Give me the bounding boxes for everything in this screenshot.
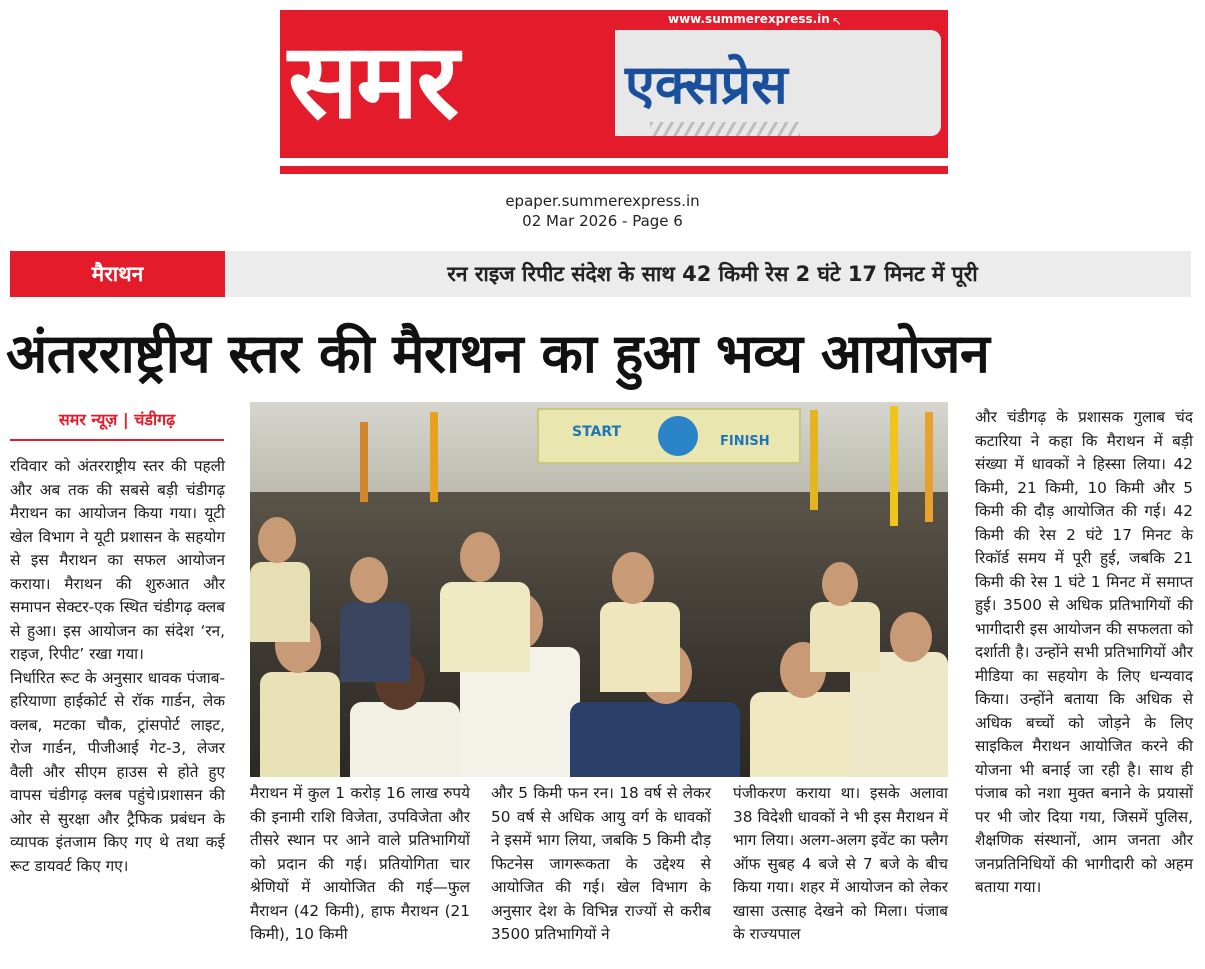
runner [822, 562, 858, 606]
runner [260, 672, 340, 777]
marathon-photo [250, 402, 948, 777]
paragraph: रविवार को अंतरराष्ट्रीय स्तर की पहली और अब तक की सबसे बड़ी चंडीगढ़ मैराथन का आयोजन किया गया। यूटी खेल विभाग ने यूटी प्रशासन के सहयोग से इस मैराथन का सफल आयोजन कराया। मैराथन की शुरुआत और समापन सेक्टर-एक स्थित चंडीगढ़ क्लब से हुआ। इस आयोजन का संदेश ‘रन, राइज, रिपीट’ रखा गया। [10, 457, 225, 663]
runner [600, 602, 680, 692]
runner [340, 602, 410, 682]
article-column-5 [975, 406, 1193, 900]
runner [460, 532, 500, 582]
masthead-title: समर [288, 20, 458, 142]
article-column-1 [10, 455, 225, 878]
edition-date-page: 02 Mar 2026 - Page 6 [522, 212, 683, 230]
paragraph: पंजीकरण कराया था। इसके अलावा 38 विदेशी धावकों ने भी इस मैराथन में भाग लिया। अलग-अलग इवेंट का फ्लैग ऑफ सुबह 4 बजे से 7 बजे के बीच किया गया। शहर में आयोजन को लेकर खासा उत्साह देखने को मिला। पंजाब के राज्यपाल [733, 784, 948, 943]
runner [612, 552, 654, 604]
article-column-4 [733, 782, 948, 947]
flag [810, 410, 818, 510]
epaper-site: epaper.summerexpress.in [505, 192, 700, 210]
paragraph: और 5 किमी फन रन। 18 वर्ष से लेकर 50 वर्ष से अधिक आयु वर्ग के धावकों ने इसमें भाग लिया, जबकि 5 किमी दौड़ फिटनेस जागरूकता के उद्देश्य से आयोजित की गई। खेल विभाग के अनुसार देश के विभिन्न राज्यों से करीब 3500 प्रतिभागियों ने [491, 784, 711, 943]
masthead-website: www.summerexpress.in [668, 12, 830, 26]
masthead-subtitle: एक्सप्रेस [625, 53, 788, 116]
subheadline: रन राइज रिपीट संदेश के साथ 42 किमी रेस 2 घंटे 17 मिनट में पूरी [447, 262, 978, 286]
flag [890, 406, 898, 526]
masthead-white-rule [280, 158, 948, 166]
paragraph: निर्धारित रूट के अनुसार धावक पंजाब-हरियाणा हाईकोर्ट से रॉक गार्डन, लेक क्लब, मटका चौक, ट्रांसपोर्ट लाइट, रोज गार्डन, पीजीआई गेट-3, लेजर वैली और सीएम हाउस से होते हुए वापस चंडीगढ़ क्लब पहुंचे।प्रशासन की ओर से सुरक्षा और ट्रैफिक प्रबंधन के व्यापक इंतजाम किए गए थे तथा कई रूट डायवर्ट किए गए। [10, 668, 225, 875]
runner [350, 702, 460, 777]
event-logo [658, 416, 698, 456]
byline: समर न्यूज़ | चंडीगढ़ [58, 410, 176, 429]
runner [810, 602, 880, 672]
article-column-2 [250, 782, 470, 947]
runner [440, 582, 530, 672]
runner [890, 612, 932, 662]
section-kicker: मैराथन [10, 251, 225, 297]
runner [350, 557, 388, 603]
runner [258, 517, 296, 563]
paragraph: मैराथन में कुल 1 करोड़ 16 लाख रुपये की इनामी राशि विजेता, उपविजेता और तीसरे स्थान पर आने वाले प्रतिभागियों को प्रदान की गई। प्रतियोगिता चार श्रेणियों में आयोजित की गई—फुल मैराथन (42 किमी), हाफ मैराथन (21 किमी), 10 किमी [250, 784, 470, 943]
flag [430, 412, 438, 502]
runner [570, 702, 740, 777]
flag [925, 412, 933, 522]
masthead-logo [280, 10, 948, 174]
runner [750, 692, 860, 777]
runner [250, 562, 310, 642]
masthead-stripes [650, 122, 800, 136]
banner-finish-text: FINISH [720, 434, 770, 449]
flag [360, 422, 368, 502]
headline: अंतरराष्ट्रीय स्तर की मैराथन का हुआ भव्य आयोजन [6, 322, 990, 385]
byline-rule [10, 439, 224, 441]
article-column-3 [491, 782, 711, 947]
banner-start-text: START [572, 424, 622, 440]
paragraph: और चंडीगढ़ के प्रशासक गुलाब चंद कटारिया ने कहा कि मैराथन में बड़ी संख्या में धावकों ने हिस्सा लिया। 42 किमी, 21 किमी, 10 किमी और 5 किमी की दौड़ आयोजित की गई। 42 किमी की रेस 2 घंटे 17 मिनट के रिकॉर्ड समय में पूरी हुई, जबकि 21 किमी की रेस 1 घंटे 1 मिनट में समाप्त हुई। 3500 से अधिक प्रतिभागियों की भागीदारी इस आयोजन की सफलता को दर्शाती है। उन्होंने सभी प्रतिभागियों और मीडिया का सहयोग के लिए धन्यवाद किया। उन्होंने बताया कि अधिक से अधिक बच्चों को जोड़ने के लिए साइकिल मैराथन आयोजित करने की योजना भी बनाई जा रही है। साथ ही पंजाब को नशा मुक्त बनाने के प्रयासों पर भी जोर दिया गया, जिसमें पुलिस, शैक्षणिक संस्थानों, आम जनता और जनप्रतिनिधियों की भागीदारी को अहम बताया गया। [975, 408, 1193, 896]
cursor-arrow-icon: ↖ [832, 14, 843, 28]
